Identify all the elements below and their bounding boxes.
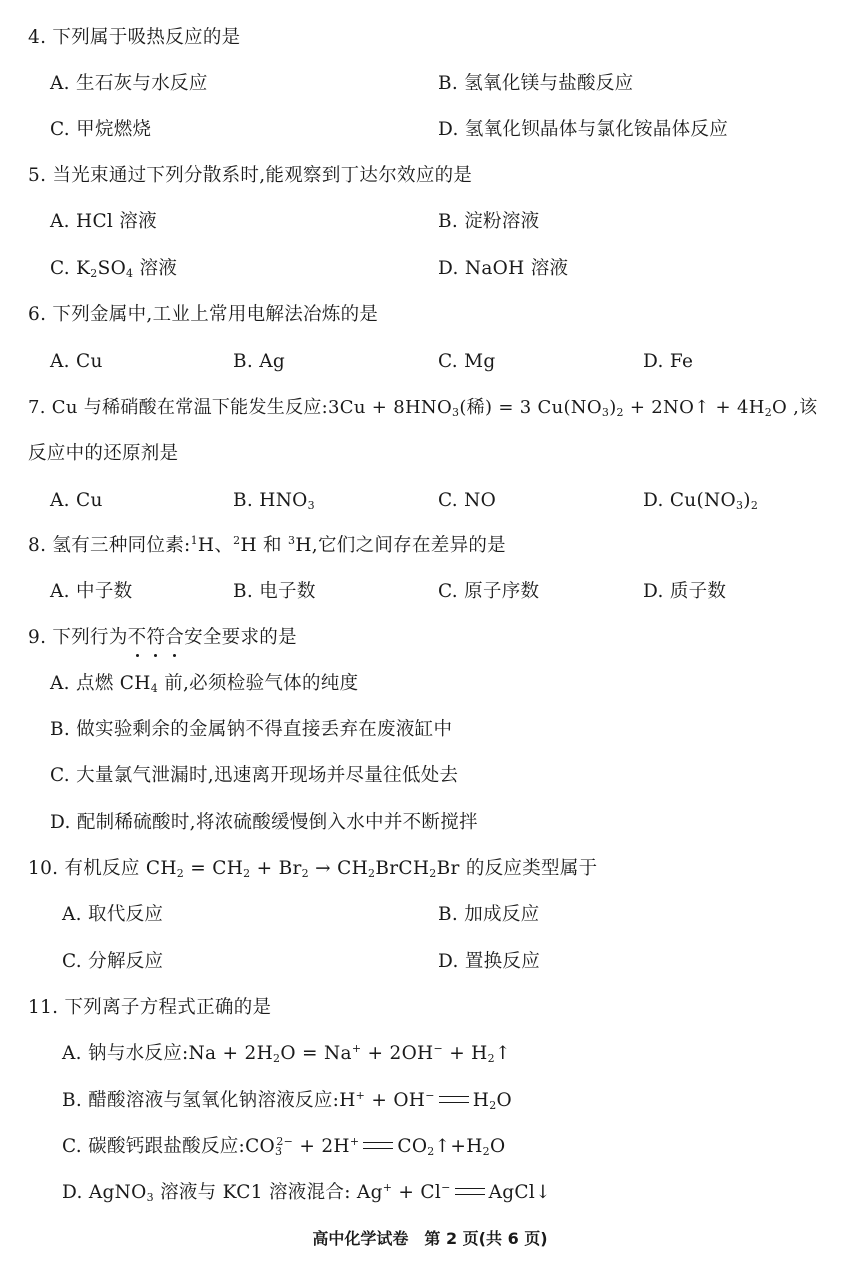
emphasis-dot-char: 符 xyxy=(146,627,166,648)
q5-option-a: A. HCl 溶液 xyxy=(50,211,157,232)
q4-option-b: B. 氢氧化镁与盐酸反应 xyxy=(438,73,634,94)
emphasis-dot-char: 合 xyxy=(165,627,185,648)
q8-option-d: D. 质子数 xyxy=(643,581,727,602)
q7-stem: 7. Cu 与稀硝酸在常温下能发生反应:3Cu + $8HNO_3$(稀) = 3 $Cu(NO_3)_2$ + 2NO↑ + $4H_2O$ ,该 xyxy=(28,397,818,419)
q6-option-a: A. Cu xyxy=(50,351,103,372)
q6-option-c: C. Mg xyxy=(438,351,496,372)
q5-stem: 5. 当光束通过下列分散系时,能观察到丁达尔效应的是 xyxy=(28,165,473,186)
q7-option-d: D. $Cu(NO_3)_2$ xyxy=(643,490,759,512)
q6-option-b: B. Ag xyxy=(233,351,286,372)
emphasis-dot-char: 不 xyxy=(127,627,147,648)
q5-option-d: D. NaOH 溶液 xyxy=(438,258,569,279)
q9-stem: 9. 下列行为不符合安全要求的是 xyxy=(28,627,297,648)
q7-option-a: A. Cu xyxy=(50,490,103,511)
q10-stem: 10. 有机反应 $CH_2 = CH_2 + Br_2$ → $CH_2BrCH_2Br$ 的反应类型属于 xyxy=(28,858,598,880)
q11-option-b: B. 醋酸溶液与氢氧化钠溶液反应:H+ + OH− $H_2O$ xyxy=(62,1089,512,1112)
q10-option-b: B. 加成反应 xyxy=(438,904,540,925)
q7-option-b: B. $HNO_3$ xyxy=(233,490,315,512)
q4-option-d: D. 氢氧化钡晶体与氯化铵晶体反应 xyxy=(438,119,729,140)
q9-option-b: B. 做实验剩余的金属钠不得直接丢弃在废液缸中 xyxy=(50,719,453,740)
q7-stem-line2: 反应中的还原剂是 xyxy=(28,443,179,464)
page-footer: 高中化学试卷 第 2 页(共 6 页) xyxy=(312,1229,548,1248)
q10-option-d: D. 置换反应 xyxy=(438,951,541,972)
double-equals-sign xyxy=(439,1096,469,1103)
q8-option-a: A. 中子数 xyxy=(50,581,133,602)
q11-option-d: D. AgNO$_3$ 溶液与 KC1 溶液混合: Ag+ + Cl− AgCl↓ xyxy=(62,1181,551,1204)
q10-option-a: A. 取代反应 xyxy=(62,904,164,925)
q6-option-d: D. Fe xyxy=(643,351,694,372)
q8-stem: 8. 氢有三种同位素:$^1$H、$^2$H 和 $^3$H,它们之间存在差异的是 xyxy=(28,534,506,556)
q5-option-b: B. 淀粉溶液 xyxy=(438,211,540,232)
q6-stem: 6. 下列金属中,工业上常用电解法冶炼的是 xyxy=(28,304,379,325)
q9-option-d: D. 配制稀硫酸时,将浓硫酸缓慢倒入水中并不断搅拌 xyxy=(50,812,478,833)
q9-option-c: C. 大量氯气泄漏时,迅速离开现场并尽量往低处去 xyxy=(50,765,459,786)
q9-option-a: A. 点燃 $CH_4$ 前,必须检验气体的纯度 xyxy=(50,673,359,695)
double-equals-sign xyxy=(363,1142,393,1149)
q8-option-c: C. 原子序数 xyxy=(438,581,540,602)
q4-option-a: A. 生石灰与水反应 xyxy=(50,73,208,94)
q4-stem: 4. 下列属于吸热反应的是 xyxy=(28,27,241,48)
q8-option-b: B. 电子数 xyxy=(233,581,316,602)
q11-option-c: C. 碳酸钙跟盐酸反应$:CO_3^{2-} + 2H^+$ $CO_2↑+H_2O$ xyxy=(62,1135,506,1158)
q11-option-a: A. 钠与水反应:Na + $2H_2O = Na^+ + 2OH^-$ + $H_2↑$ xyxy=(62,1042,511,1065)
q10-option-c: C. 分解反应 xyxy=(62,951,164,972)
q4-option-c: C. 甲烷燃烧 xyxy=(50,119,152,140)
q11-stem: 11. 下列离子方程式正确的是 xyxy=(28,997,272,1018)
double-equals-sign xyxy=(455,1188,485,1195)
q7-option-c: C. NO xyxy=(438,490,497,511)
q5-option-c: C. $K_2SO_4$ 溶液 xyxy=(50,258,178,280)
